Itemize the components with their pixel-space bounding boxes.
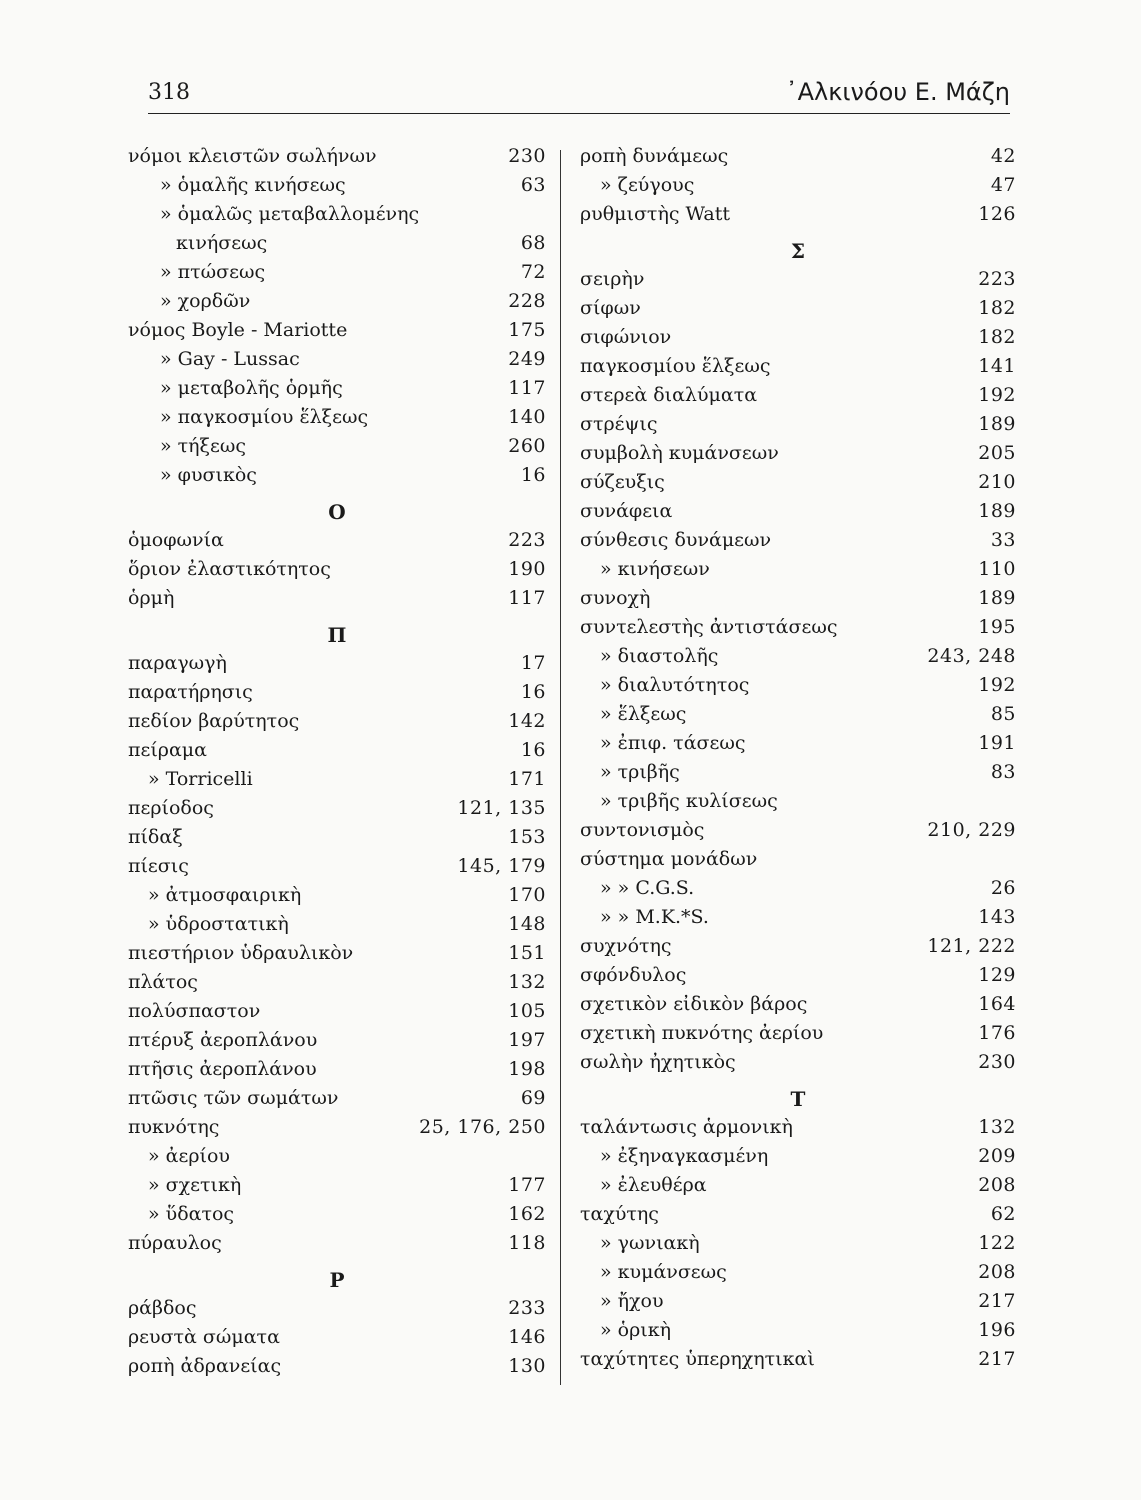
index-entry	[580, 526, 1016, 555]
index-term: » ὁμαλῆς κινήσεως	[160, 174, 346, 196]
index-entry	[580, 874, 1016, 903]
index-entry	[128, 287, 546, 316]
page-reference: 62	[990, 1203, 1016, 1225]
index-term: » ὑδροστατικὴ	[148, 913, 289, 935]
page-reference: 42	[990, 145, 1016, 167]
index-term: » ζεύγους	[600, 174, 695, 196]
index-entry	[580, 961, 1016, 990]
page-reference: 141	[978, 355, 1016, 377]
index-entry	[128, 432, 546, 461]
page-reference: 177	[508, 1174, 546, 1196]
index-column-left	[128, 142, 546, 1392]
index-term: πίεσις	[128, 855, 189, 877]
index-term: σιφώνιον	[580, 326, 672, 348]
column-divider	[560, 150, 561, 1385]
index-entry	[128, 1200, 546, 1229]
index-entry	[580, 642, 1016, 671]
index-term: » σχετικὴ	[148, 1174, 242, 1196]
index-entry	[128, 403, 546, 432]
index-entry	[128, 584, 546, 613]
page-reference: 33	[990, 529, 1016, 551]
page-reference: 63	[520, 174, 546, 196]
page-reference: 195	[978, 616, 1016, 638]
page-reference: 142	[508, 710, 546, 732]
index-entry	[580, 1287, 1016, 1316]
index-entry	[128, 316, 546, 345]
index-entry	[128, 939, 546, 968]
page-reference: 189	[978, 587, 1016, 609]
page-reference: 208	[978, 1174, 1016, 1196]
page-reference: 223	[978, 268, 1016, 290]
index-entry	[580, 1345, 1016, 1374]
page-reference: 208	[978, 1261, 1016, 1283]
index-entry	[128, 823, 546, 852]
index-term: » πτώσεως	[160, 261, 266, 283]
index-entry	[580, 932, 1016, 961]
index-entry	[128, 968, 546, 997]
page-reference: 182	[978, 326, 1016, 348]
index-term: σύστημα μονάδων	[580, 848, 758, 870]
page-reference: 105	[508, 1000, 546, 1022]
section-letter-heading: Σ	[790, 239, 806, 263]
index-term: » φυσικὸς	[160, 464, 257, 486]
index-term: συμβολὴ κυμάνσεων	[580, 442, 779, 464]
index-term: » ἐξηναγκασμένη	[600, 1145, 769, 1167]
index-entry	[580, 1048, 1016, 1077]
page-reference: 17	[520, 652, 546, 674]
index-term: ταχύτητες ὑπερηχητικαὶ	[580, 1348, 815, 1370]
index-entry	[580, 1113, 1016, 1142]
page-reference: 132	[978, 1116, 1016, 1138]
running-title: ᾿Αλκινόου Ε. Μάζη	[785, 78, 1010, 106]
page-reference: 205	[978, 442, 1016, 464]
index-entry	[128, 1171, 546, 1200]
page-reference: 223	[508, 529, 546, 551]
page-reference: 130	[508, 1355, 546, 1377]
index-entry	[128, 1229, 546, 1258]
page-reference: 176	[978, 1022, 1016, 1044]
index-term: πίδαξ	[128, 826, 183, 848]
page-reference: 243, 248	[927, 645, 1016, 667]
page-reference: 121, 222	[927, 935, 1016, 957]
page-reference: 118	[508, 1232, 546, 1254]
page-reference: 182	[978, 297, 1016, 319]
index-entry	[580, 294, 1016, 323]
index-term: » χορδῶν	[160, 290, 251, 312]
page-reference: 126	[978, 203, 1016, 225]
index-entry	[580, 142, 1016, 171]
page-reference: 210, 229	[927, 819, 1016, 841]
index-term: παραγωγὴ	[128, 652, 227, 674]
index-term: » ἐλευθέρα	[600, 1174, 707, 1196]
index-entry	[128, 374, 546, 403]
index-entry	[580, 171, 1016, 200]
index-entry	[580, 381, 1016, 410]
index-entry	[128, 229, 546, 258]
index-term: » ἕλξεως	[600, 703, 687, 725]
index-term: ρυθμιστὴς Watt	[580, 203, 730, 225]
index-term: πείραμα	[128, 739, 207, 761]
index-entry	[580, 671, 1016, 700]
index-term: πιεστήριον ὑδραυλικὸν	[128, 942, 354, 964]
index-entry	[128, 345, 546, 374]
index-term: νόμοι κλειστῶν σωλήνων	[128, 145, 377, 167]
index-term: πυκνότης	[128, 1116, 220, 1138]
page-reference: 16	[520, 464, 546, 486]
page-reference: 121, 135	[457, 797, 546, 819]
index-entry	[580, 439, 1016, 468]
index-entry	[128, 881, 546, 910]
page-reference: 191	[978, 732, 1016, 754]
index-entry	[128, 649, 546, 678]
page-reference: 175	[508, 319, 546, 341]
index-term: πτέρυξ ἀεροπλάνου	[128, 1029, 318, 1051]
index-term: » τριβῆς	[600, 761, 680, 783]
index-entry	[580, 729, 1016, 758]
index-entry	[580, 1171, 1016, 1200]
page-reference: 132	[508, 971, 546, 993]
index-term: » ὁρικὴ	[600, 1319, 671, 1341]
page-reference: 153	[508, 826, 546, 848]
page-reference: 209	[978, 1145, 1016, 1167]
page-reference: 217	[978, 1290, 1016, 1312]
index-term: » ὁμαλῶς μεταβαλλομένης	[160, 203, 420, 225]
page-reference: 249	[508, 348, 546, 370]
page-reference: 170	[508, 884, 546, 906]
page-reference: 68	[520, 232, 546, 254]
index-term: » διαστολῆς	[600, 645, 719, 667]
index-term: » τριβῆς κυλίσεως	[600, 790, 778, 812]
index-entry	[128, 1113, 546, 1142]
page-reference: 192	[978, 674, 1016, 696]
section-letter-heading: Ρ	[329, 1268, 345, 1292]
index-term: συντελεστὴς ἀντιστάσεως	[580, 616, 838, 638]
index-entry	[580, 468, 1016, 497]
index-term: συνοχὴ	[580, 587, 651, 609]
page-reference: 83	[990, 761, 1016, 783]
index-term: σύζευξις	[580, 471, 665, 493]
index-term: σχετικὸν εἰδικὸν βάρος	[580, 993, 808, 1015]
index-term: ράβδος	[128, 1297, 197, 1319]
index-term: » ὕδατος	[148, 1203, 235, 1225]
index-term: » κινήσεων	[600, 558, 710, 580]
index-term: νόμος Boyle - Mariotte	[128, 319, 348, 341]
page-reference: 140	[508, 406, 546, 428]
index-term: στρέψις	[580, 413, 658, 435]
index-entry	[580, 1200, 1016, 1229]
index-term: σειρὴν	[580, 268, 645, 290]
index-entry	[128, 1142, 546, 1171]
index-term: στερεὰ διαλύματα	[580, 384, 758, 406]
index-term: σφόνδυλος	[580, 964, 687, 986]
index-entry	[128, 794, 546, 823]
index-term: » μεταβολῆς ὁρμῆς	[160, 377, 343, 399]
index-entry	[580, 1258, 1016, 1287]
index-entry	[580, 845, 1016, 874]
index-term: ροπὴ δυνάμεως	[580, 145, 729, 167]
index-term: » ἐπιφ. τάσεως	[600, 732, 746, 754]
index-term: σύνθεσις δυνάμεων	[580, 529, 772, 551]
page-reference: 122	[978, 1232, 1016, 1254]
page-reference: 25, 176, 250	[419, 1116, 546, 1138]
index-term: » » C.G.S.	[600, 877, 695, 899]
index-term: παρατήρησις	[128, 681, 253, 703]
page-reference: 145, 179	[457, 855, 546, 877]
index-term: πτῆσις ἀεροπλάνου	[128, 1058, 317, 1080]
index-entry	[128, 1055, 546, 1084]
index-entry	[580, 758, 1016, 787]
index-entry	[580, 903, 1016, 932]
page-reference: 148	[508, 913, 546, 935]
page-reference: 171	[508, 768, 546, 790]
index-term: » διαλυτότητος	[600, 674, 750, 696]
index-entry	[580, 323, 1016, 352]
header-rule	[148, 113, 1010, 114]
index-entry	[580, 584, 1016, 613]
page-reference: 146	[508, 1326, 546, 1348]
page-reference: 228	[508, 290, 546, 312]
index-entry	[580, 200, 1016, 229]
index-term: περίοδος	[128, 797, 214, 819]
page-reference: 85	[990, 703, 1016, 725]
index-entry	[128, 142, 546, 171]
index-term: » Gay - Lussac	[160, 348, 300, 370]
index-entry	[128, 1352, 546, 1381]
section-letter-heading: Π	[327, 623, 347, 647]
page-reference: 110	[978, 558, 1016, 580]
index-term: συνάφεια	[580, 500, 673, 522]
index-term: πύραυλος	[128, 1232, 222, 1254]
page-number: 318	[148, 80, 190, 105]
index-entry	[580, 816, 1016, 845]
page-reference: 189	[978, 500, 1016, 522]
index-term: σωλὴν ἠχητικὸς	[580, 1051, 736, 1073]
page-reference: 72	[520, 261, 546, 283]
index-entry	[128, 461, 546, 490]
index-entry	[128, 707, 546, 736]
index-entry	[580, 787, 1016, 816]
index-term: » κυμάνσεως	[600, 1261, 727, 1283]
index-term: παγκοσμίου ἕλξεως	[580, 355, 771, 377]
index-term: » ἀτμοσφαιρικὴ	[148, 884, 302, 906]
page-reference: 129	[978, 964, 1016, 986]
page-reference: 117	[508, 377, 546, 399]
index-entry	[580, 1019, 1016, 1048]
index-entry	[580, 410, 1016, 439]
index-entry	[128, 678, 546, 707]
index-term: ροπὴ ἀδρανείας	[128, 1355, 282, 1377]
section-letter-heading: Τ	[790, 1087, 806, 1111]
page-reference: 143	[978, 906, 1016, 928]
index-term: ταλάντωσις ἁρμονικὴ	[580, 1116, 793, 1138]
index-term: ὁρμὴ	[128, 587, 175, 609]
page-header	[148, 76, 1010, 110]
index-entry	[580, 1142, 1016, 1171]
index-term: » τήξεως	[160, 435, 247, 457]
index-entry	[128, 910, 546, 939]
index-column-right	[580, 142, 1016, 1392]
page-reference: 16	[520, 739, 546, 761]
index-entry	[580, 1229, 1016, 1258]
index-term: ὅριον ἐλαστικότητος	[128, 558, 331, 580]
index-entry	[580, 700, 1016, 729]
index-term: πεδίον βαρύτητος	[128, 710, 300, 732]
index-term: πολύσπαστον	[128, 1000, 261, 1022]
index-entry	[580, 990, 1016, 1019]
page-reference: 151	[508, 942, 546, 964]
index-entry	[128, 765, 546, 794]
index-term: πλάτος	[128, 971, 198, 993]
index-term: πτῶσις τῶν σωμάτων	[128, 1087, 339, 1109]
index-term: ρευστὰ σώματα	[128, 1326, 280, 1348]
index-entry	[128, 200, 546, 229]
page-reference: 164	[978, 993, 1016, 1015]
index-entry	[128, 1323, 546, 1352]
index-term: » ἀερίου	[148, 1145, 230, 1167]
index-term: συχνότης	[580, 935, 672, 957]
index-term: σίφων	[580, 297, 641, 319]
index-term: ὁμοφωνία	[128, 529, 224, 551]
page-reference: 26	[990, 877, 1016, 899]
page-reference: 217	[978, 1348, 1016, 1370]
index-term: σχετικὴ πυκνότης ἀερίου	[580, 1022, 824, 1044]
page-reference: 260	[508, 435, 546, 457]
index-term: » γωνιακὴ	[600, 1232, 700, 1254]
page-reference: 16	[520, 681, 546, 703]
page-reference: 47	[990, 174, 1016, 196]
page-reference: 117	[508, 587, 546, 609]
index-entry	[580, 1316, 1016, 1345]
page-reference: 197	[508, 1029, 546, 1051]
page-reference: 190	[508, 558, 546, 580]
page-reference: 230	[978, 1051, 1016, 1073]
page-reference: 196	[978, 1319, 1016, 1341]
index-entry	[128, 171, 546, 200]
page-reference: 192	[978, 384, 1016, 406]
section-letter-heading: Ο	[328, 500, 346, 524]
index-term: » ἤχου	[600, 1290, 664, 1312]
page-reference: 210	[978, 471, 1016, 493]
index-entry	[128, 258, 546, 287]
index-term: » Torricelli	[148, 768, 253, 790]
index-entry	[580, 613, 1016, 642]
page-reference: 69	[520, 1087, 546, 1109]
index-entry	[128, 555, 546, 584]
index-entry	[128, 1084, 546, 1113]
index-term: » παγκοσμίου ἕλξεως	[160, 406, 369, 428]
index-entry	[580, 265, 1016, 294]
page-reference: 198	[508, 1058, 546, 1080]
index-term: κινήσεως	[176, 232, 268, 254]
index-term: » » M.K.*S.	[600, 906, 709, 928]
index-entry	[128, 1026, 546, 1055]
page-reference: 233	[508, 1297, 546, 1319]
index-entry	[128, 526, 546, 555]
index-term: ταχύτης	[580, 1203, 659, 1225]
index-term: συντονισμὸς	[580, 819, 705, 841]
index-entry	[580, 555, 1016, 584]
index-entry	[128, 736, 546, 765]
page-reference: 189	[978, 413, 1016, 435]
index-entry	[128, 852, 546, 881]
page-reference: 230	[508, 145, 546, 167]
page-reference: 162	[508, 1203, 546, 1225]
index-entry	[580, 497, 1016, 526]
index-entry	[580, 352, 1016, 381]
index-entry	[128, 997, 546, 1026]
index-entry	[128, 1294, 546, 1323]
